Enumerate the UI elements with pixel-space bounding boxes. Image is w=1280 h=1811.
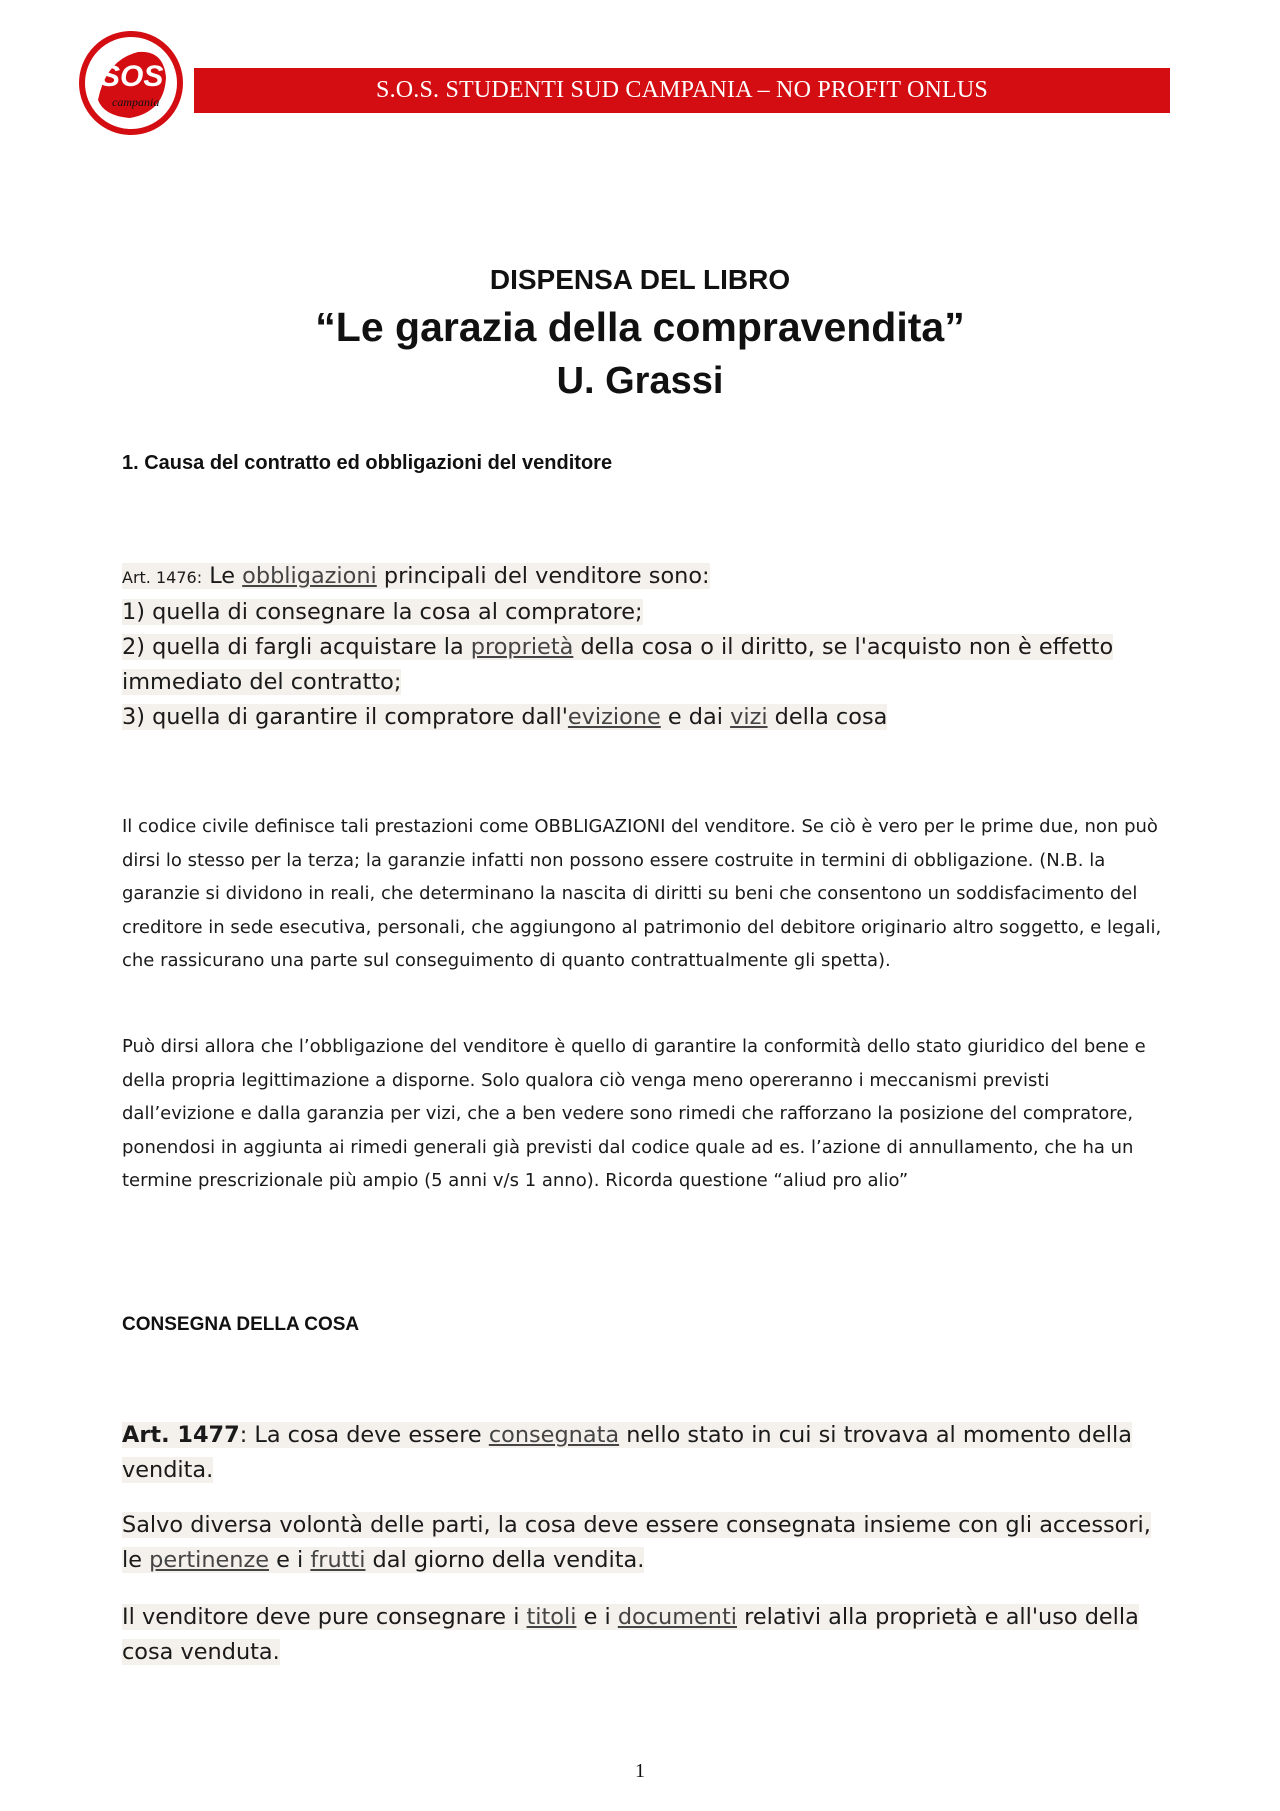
link-obbligazioni[interactable]: obbligazioni (242, 563, 377, 589)
book-title: “Le garazia della compravendita” (315, 304, 965, 350)
article-1477: Art. 1477: La cosa deve essere consegnata nello stato in cui si trovava al momento della vendita. (122, 1422, 1132, 1483)
paragraph-obbligazioni: Il codice civile definisce tali prestazioni come OBBLIGAZIONI del venditore. Se ciò è vero per le prime due, non può dirsi lo stesso per la terza; la garanzie infatti non possono essere costruite in termini di obbligazione. (N.B. la garanzie si dividono in reali, che determinano la nascita di diritti su beni che consentono un soddisfacimento del creditore in sede esecutiva, personali, che aggiungono al patrimonio del debitore originario altro soggetto, e legali, che rassicurano una parte sul conseguimento di quanto contrattualmente gli spetta). (122, 816, 1162, 971)
article-label-1477: Art. 1477 (122, 1422, 240, 1448)
article-1476: Art. 1476: Le obbligazioni principali del venditore sono: 1) quella di consegnare la cosa al compratore; 2) quella di fargli acquistare la proprietà della cosa o il diritto, se l'acquisto non è effetto immediato del contratto; 3) quella di garantire il compratore dall'evizione e dai vizi della cosa (122, 563, 1114, 730)
title-line-1: DISPENSA DEL LIBRO (489, 264, 791, 295)
section-heading-consegna: CONSEGNA DELLA COSA (122, 1314, 360, 1335)
organization-banner: S.O.S. STUDENTI SUD CAMPANIA – NO PROFIT ONLUS (194, 68, 1170, 113)
link-frutti[interactable]: frutti (310, 1547, 366, 1573)
page-number: 1 (635, 1760, 645, 1782)
article-1477-paragraph-2: Salvo diversa volontà delle parti, la cosa deve essere consegnata insieme con gli accessori, le pertinenze e i frutti dal giorno della vendita. (122, 1512, 1151, 1573)
article-1477-paragraph-3: Il venditore deve pure consegnare i titoli e i documenti relativi alla proprietà e all'uso della cosa venduta. (122, 1604, 1139, 1665)
section-heading-1: 1. Causa del contratto ed obbligazioni del venditore (122, 452, 613, 474)
link-evizione[interactable]: evizione (567, 704, 661, 730)
article-label: Art. 1476: (122, 568, 203, 587)
link-consegnata[interactable]: consegnata (488, 1422, 620, 1448)
link-documenti[interactable]: documenti (617, 1604, 738, 1630)
sos-logo (78, 30, 184, 136)
link-proprieta[interactable]: proprietà (470, 634, 574, 660)
paragraph-garanzia: Può dirsi allora che l’obbligazione del venditore è quello di garantire la conformità dello stato giuridico del bene e della propria legittimazione a disporne. Solo qualora ciò venga meno opereranno i meccanismi previsti dall’evizione e dalla garanzia per vizi, che a ben vedere sono rimedi che rafforzano la posizione del compratore, ponendosi in aggiunta ai rimedi generali già previsti dal codice quale ad es. l’azione di annullamento, che ha un termine prescrizionale più ampio (5 anni v/s 1 anno). Ricorda questione “aliud pro alio” (122, 1036, 1146, 1191)
book-author: U. Grassi (556, 360, 724, 402)
link-pertinenze[interactable]: pertinenze (149, 1547, 270, 1573)
svg-text:campania: campania (112, 95, 160, 109)
link-vizi[interactable]: vizi (730, 704, 768, 730)
logo-text: SOS (100, 60, 164, 93)
link-titoli[interactable]: titoli (526, 1604, 577, 1630)
